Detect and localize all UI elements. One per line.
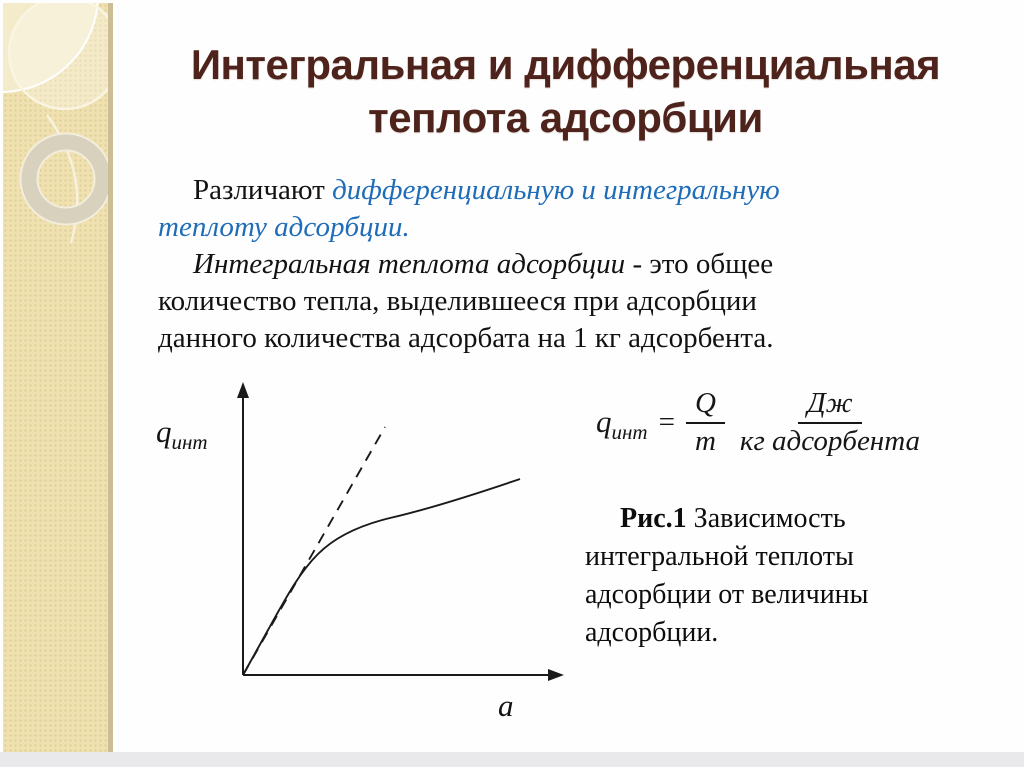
y-axis-arrow: [237, 382, 249, 398]
paragraph1-line2: теплоту адсорбции.: [158, 211, 410, 243]
caption-line4: адсорбции.: [585, 617, 719, 648]
decorative-ring-inner-edge: [38, 151, 95, 208]
formula-lhs: $q_{инт}$: [596, 404, 648, 445]
formula-fraction-Qm: $\frac{Q}{m}$: [686, 388, 725, 456]
figure-caption: [585, 500, 930, 652]
paragraph1-line1: [158, 172, 780, 209]
y-axis-label: $q_{инт}$: [156, 414, 208, 455]
x-axis-arrow: [548, 669, 564, 681]
paragraph2-line2: количество тепла, выделившееся при адсорбции: [158, 285, 757, 317]
paragraph2-line1: Интегральная теплота адсорбции - это общее: [193, 248, 774, 280]
slide-title: [113, 38, 1018, 144]
sidebar-decoration: [3, 3, 113, 752]
slide-title-line2: теплота адсорбции: [368, 94, 763, 141]
paragraph1-lead: Различают: [193, 174, 333, 206]
decorative-ring: [29, 142, 103, 216]
caption-line3: адсорбции от величины: [585, 579, 869, 610]
bottom-strip: [0, 752, 1024, 767]
body-text: [158, 172, 780, 357]
x-axis-label: a: [498, 688, 514, 723]
paragraph1-emphasis: дифференциальную и интегральную: [332, 174, 780, 206]
sidebar-circles: [3, 3, 108, 303]
caption-line2: интегральной теплоты: [585, 541, 854, 572]
equals-sign: =: [658, 405, 675, 438]
integral-heat-formula: [596, 388, 924, 456]
paragraph2-term: Интегральная теплота адсорбции: [193, 248, 626, 280]
integral-heat-curve: [243, 479, 520, 675]
formula-units-fraction: $\frac{Дж}{\text{кг адсорбента}}$: [739, 387, 920, 457]
caption-figure-number: Рис.1: [620, 503, 687, 534]
decorative-circle-outline: [9, 3, 108, 109]
caption-line1: Рис.1 Зависимость: [620, 503, 846, 534]
paragraph2-line3: данного количества адсорбата на 1 кг адсорбента.: [158, 322, 774, 354]
slide-title-line1: Интегральная и дифференциальная: [190, 41, 941, 88]
